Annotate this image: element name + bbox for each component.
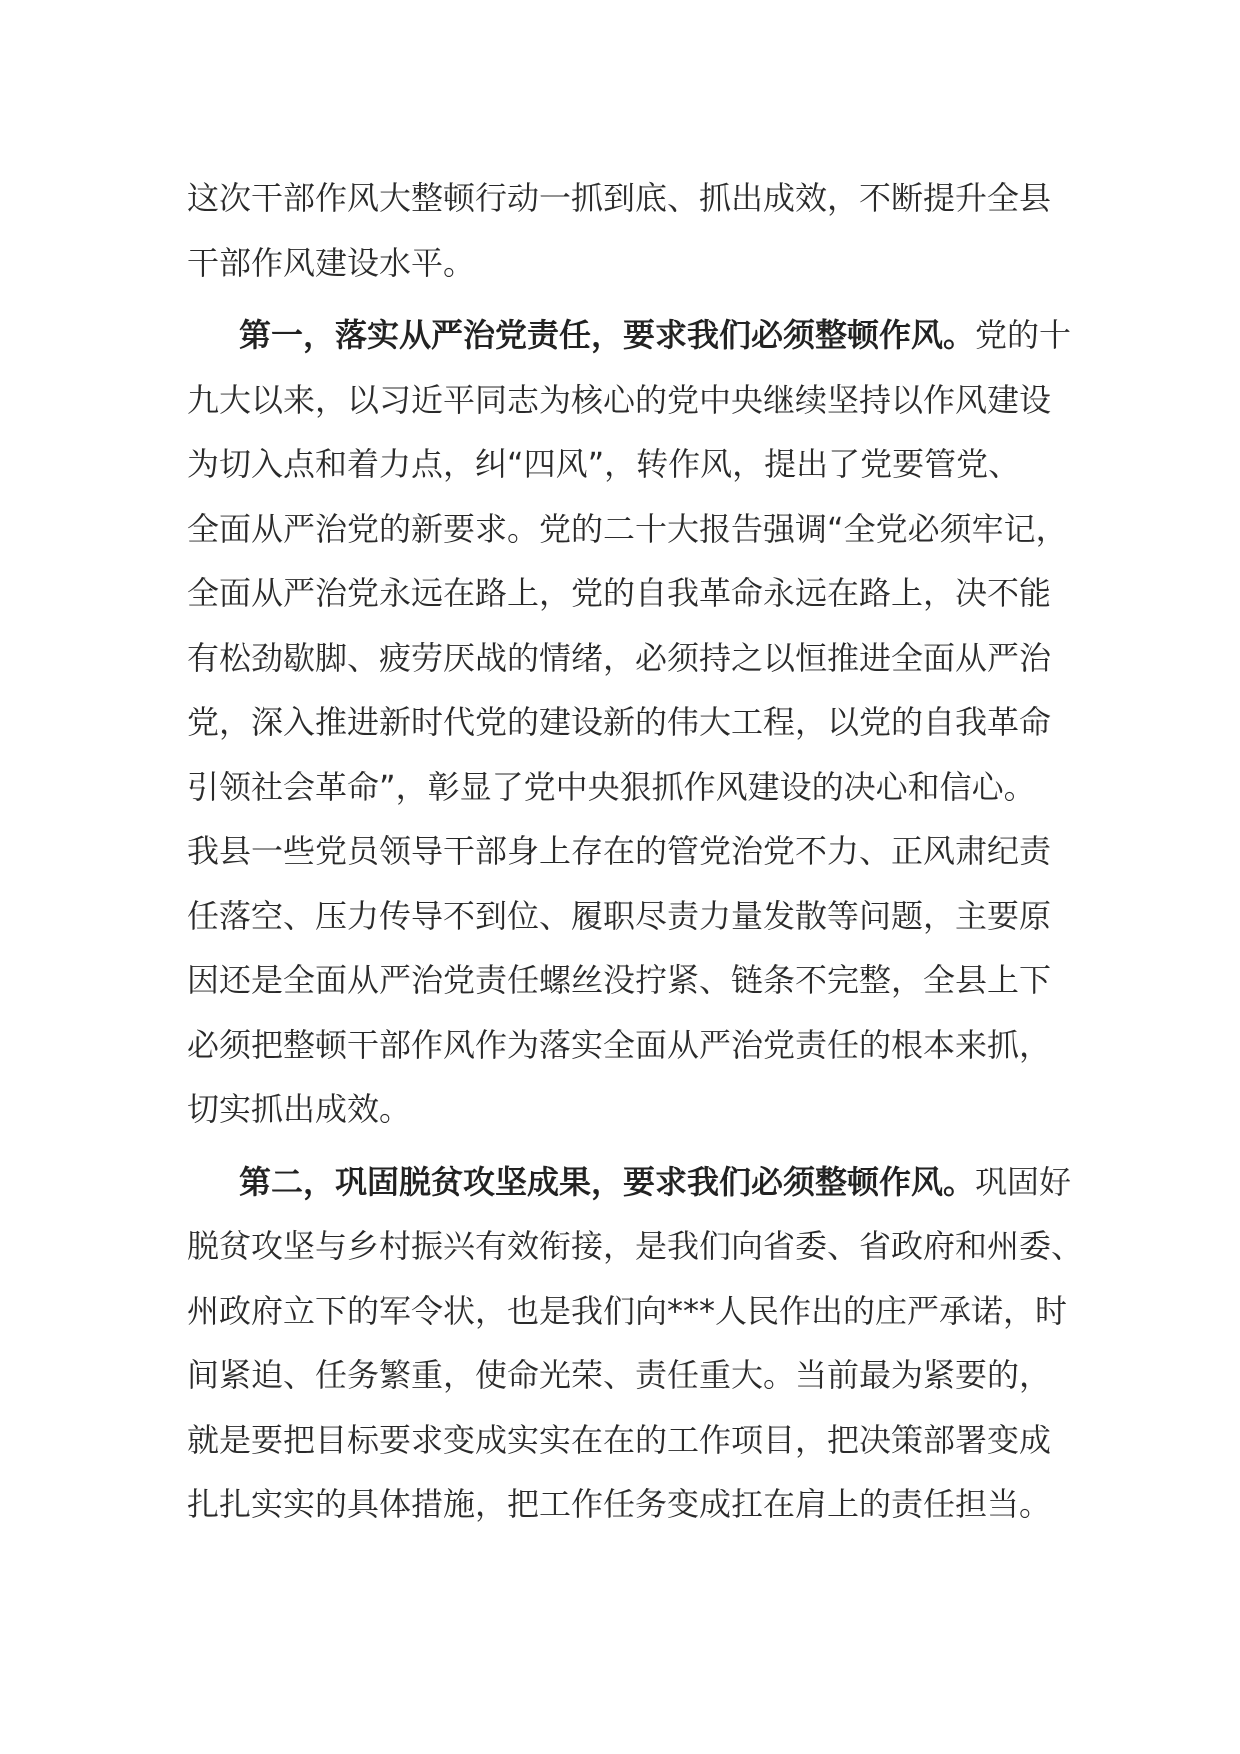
paragraph-gap (187, 295, 1057, 303)
paragraph-second (187, 1150, 1084, 1537)
text-line: 为切入点和着力点，纠“四风”，转作风，提出了党要管党、 (187, 445, 1021, 483)
document-body (187, 166, 1084, 1537)
text-line: 干部作风建设水平。 (187, 243, 476, 282)
text-line: 全面从严治党永远在路上，党的自我革命永远在路上，决不能 (187, 574, 1052, 612)
text-line: 我县一些党员领导干部身上存在的管党治党不力、正风肃纪责 (187, 832, 1052, 870)
text-line: 党，深入推进新时代党的建设新的伟大工程，以党的自我革命 (187, 703, 1052, 741)
text-line: 切实抓出成效。 (187, 1090, 412, 1128)
paragraph-second-line (187, 1150, 1072, 1215)
text-line: 引领社会革命”，彰显了党中央狠抓作风建设的决心和信心。 (187, 767, 1036, 806)
text-line: 全面从严治党的新要求。党的二十大报告强调“全党必须牢记， (187, 509, 1068, 548)
paragraph-first-line (187, 303, 1072, 368)
text-line: 扎扎实实的具体措施，把工作任务变成扛在肩上的责任担当。 (187, 1485, 1052, 1523)
text-line: 因还是全面从严治党责任螺丝没拧紧、链条不完整，全县上下 (187, 961, 1052, 999)
text-line: 九大以来，以习近平同志为核心的党中央继续坚持以作风建设 (187, 380, 1052, 419)
paragraph-first-line-rest: 党的十 (975, 316, 1072, 354)
text-line: 任落空、压力传导不到位、履职尽责力量发散等问题，主要原 (187, 896, 1052, 935)
paragraph-second-line-rest: 巩固好 (975, 1162, 1072, 1201)
paragraph-second-heading: 第二，巩固脱贫攻坚成果，要求我们必须整顿作风。 (239, 1162, 976, 1201)
paragraph-first-heading: 第一，落实从严治党责任，要求我们必须整顿作风。 (239, 316, 976, 354)
text-line: 间紧迫、任务繁重，使命光荣、责任重大。当前最为紧要的， (187, 1356, 1052, 1394)
text-line: 有松劲歇脚、疲劳厌战的情绪，必须持之以恒推进全面从严治 (187, 638, 1052, 677)
text-line: 必须把整顿干部作风作为落实全面从严治党责任的根本来抓， (187, 1025, 1052, 1064)
paragraph-first (187, 303, 1072, 1142)
paragraph-gap (187, 1142, 1057, 1150)
text-line: 脱贫攻坚与乡村振兴有效衔接，是我们向省委、省政府和州委、 (187, 1227, 1084, 1265)
text-line: 就是要把目标要求变成实实在在的工作项目，把决策部署变成 (187, 1420, 1052, 1459)
text-line: 州政府立下的军令状，也是我们向***人民作出的庄严承诺，时 (187, 1291, 1068, 1330)
text-line: 这次干部作风大整顿行动一抓到底、抓出成效，不断提升全县 (187, 179, 1052, 217)
paragraph-intro (187, 166, 1057, 295)
